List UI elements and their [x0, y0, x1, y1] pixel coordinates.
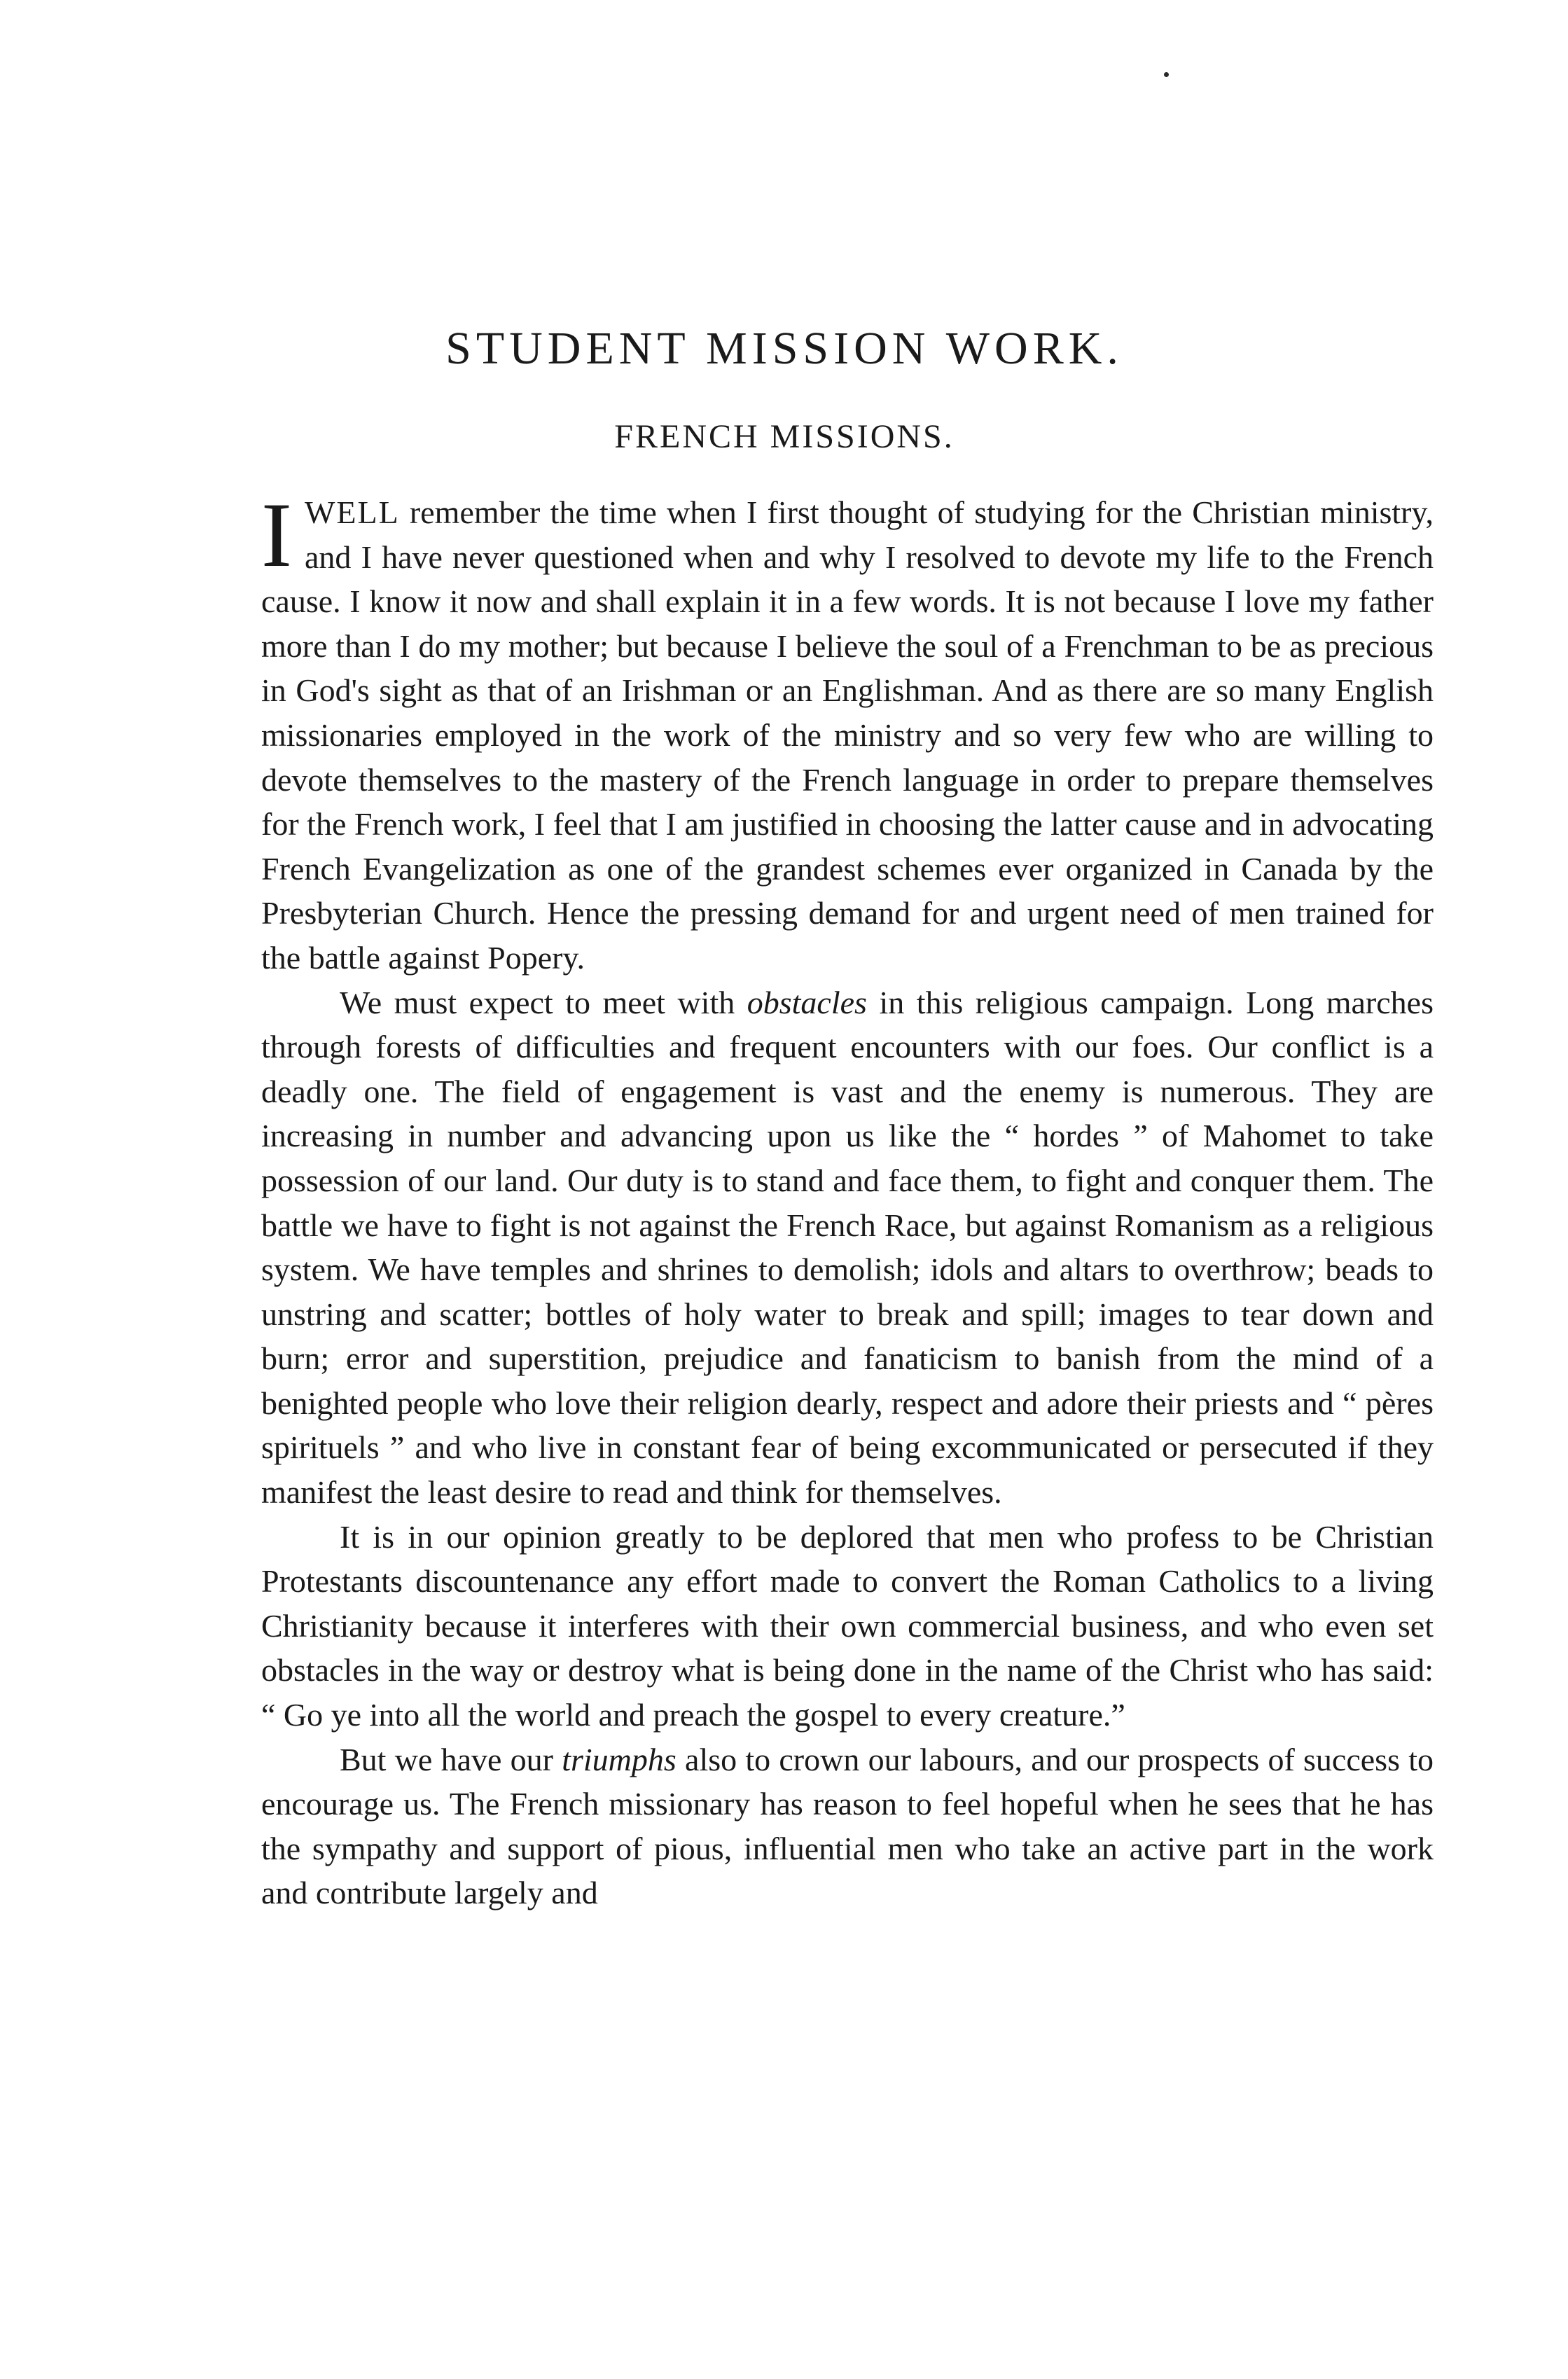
- paragraph-text: It is in our opinion greatly to be deplored that men who profess to be Christian Protestants discountenance any effort made to convert the Roman Catholics to a living Christianity because it interferes with their own commercial business, and who even set obstacles in the way or destroy what is being done in the name of the Christ who has said: “ Go ye into all the world and preach the gospel to every creature.”: [261, 1518, 1434, 1733]
- print-speck: [1164, 72, 1169, 77]
- paragraph-text-after: in this religious campaign. Long marches through forests of difficulties and frequent encounters with our foes. Our conflict is a deadly one. The field of engagement is vast and the enemy is numerous. They are increasing in number and advancing upon us like the “ hordes ” of Mahomet to take possession of our land. Our duty is to stand and face them, to fight and conquer them. The battle we have to fight is not against the French Race, but against Romanism as a religious system. We have temples and shrines to demolish; idols and altars to overthrow; beads to unstring and scatter; bottles of holy water to break and spill; images to tear down and burn; error and superstition, prejudice and fanaticism to banish from the mind of a benighted people who love their religion dearly, respect and adore their priests and “ pères spirituels ” and who live in constant fear of being excommunicated or persecuted if they manifest the least desire to read and think for themselves.: [261, 984, 1434, 1511]
- emphasized-word: obstacles: [747, 984, 867, 1020]
- paragraph-2: [261, 980, 1434, 1515]
- paragraph-4: [261, 1738, 1434, 1915]
- drop-cap: I: [261, 483, 292, 586]
- emphasized-word: triumphs: [562, 1741, 677, 1777]
- body-text: [261, 483, 1434, 1915]
- paragraph-text: remember the time when I first thought of studying for the Christian ministry, and I have never questioned when and why I resolved to devote my life to the French cause. I know it now and shall explain it in a few words. It is not because I love my father more than I do my mother; but because I believe the soul of a Frenchman to be as precious in God's sight as that of an Irishman or an Englishman. And as there are so many English missionaries employed in the work of the ministry and so very few who are willing to devote themselves to the mastery of the French language in order to prepare themselves for the French work, I feel that I am justified in choosing the latter cause and in advocating French Evangelization as one of the grandest schemes ever organized in Canada by the Presbyterian Church. Hence the pressing demand for and urgent need of men trained for the battle against Popery.: [261, 494, 1434, 976]
- paragraph-text-before: But we have our: [340, 1741, 562, 1777]
- paragraph-lead-word: WELL: [304, 494, 400, 530]
- paragraph-3: [261, 1515, 1434, 1738]
- page-title: STUDENT MISSION WORK.: [445, 323, 1123, 374]
- section-subtitle: FRENCH MISSIONS.: [614, 418, 955, 455]
- paragraph-text-after: also to crown our labours, and our prospects of success to encourage us. The French missionary has reason to feel hopeful when he sees that he has the sympathy and support of pious, influential men who take an active part in the work and contribute largely and: [261, 1741, 1434, 1911]
- paragraph-text-before: We must expect to meet with: [340, 984, 747, 1020]
- paragraph-1: [261, 483, 1434, 980]
